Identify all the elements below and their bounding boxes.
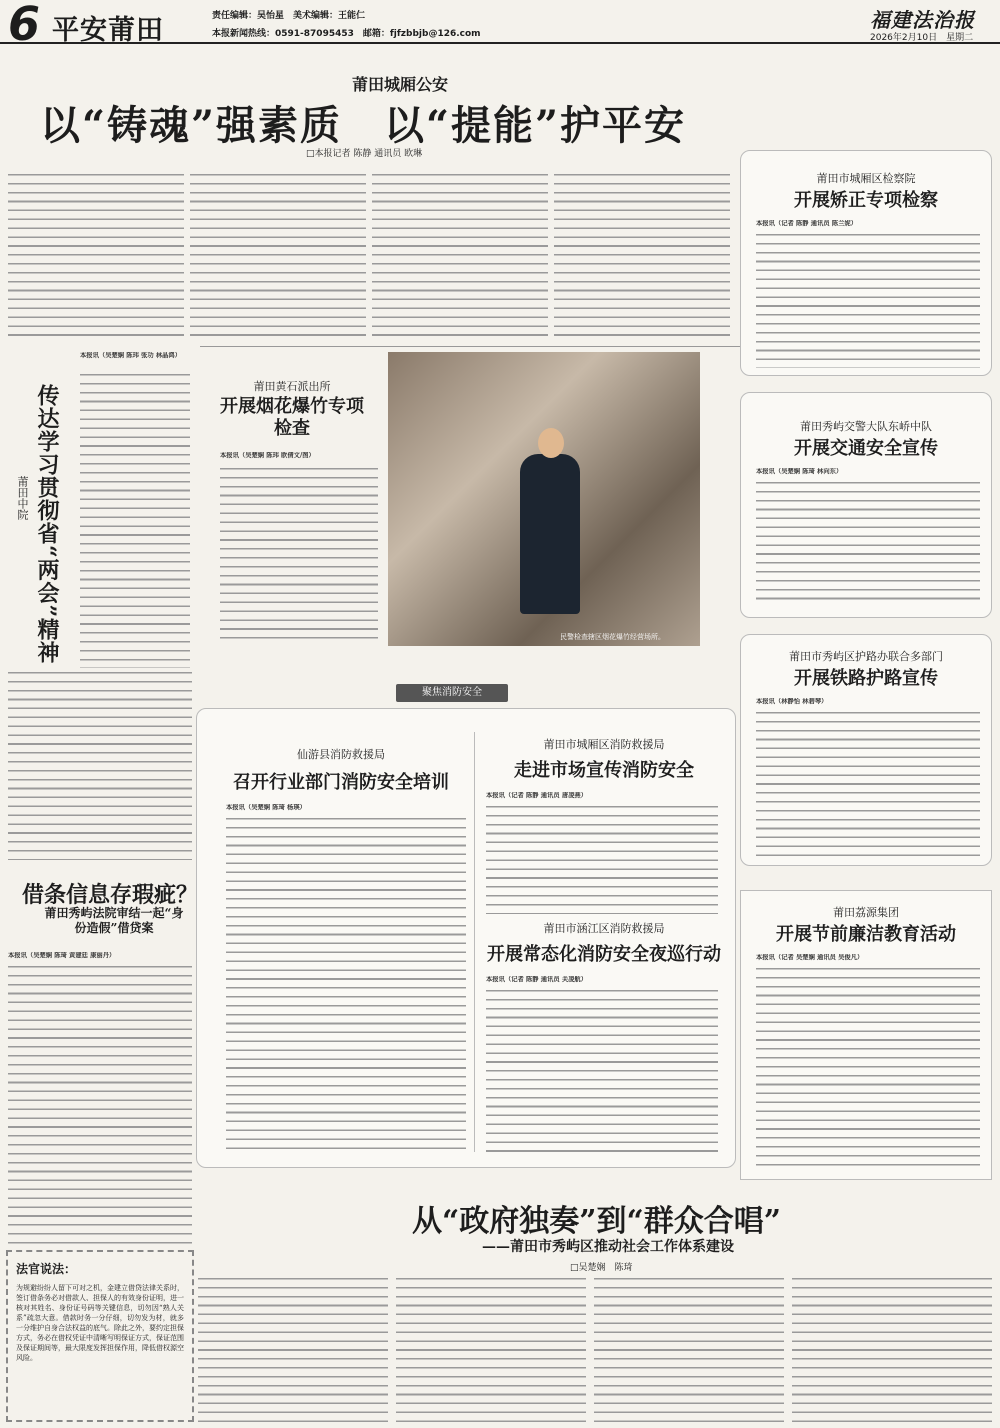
- railway-byline: 本报讯（林静怡 林碧琴）: [756, 698, 828, 705]
- lead-title: 以“铸魂”强素质 以“提能”护平安: [40, 102, 687, 149]
- fireworks-kicker: 莆田黄石派出所: [253, 380, 331, 393]
- traffic-title: 开展交通安全宣传: [794, 438, 938, 459]
- lizhou-title: 开展节前廉洁教育活动: [776, 924, 956, 945]
- judge-comment-box: [6, 1250, 194, 1422]
- bottom-body-col4: [792, 1276, 992, 1422]
- railway-title: 开展铁路护路宣传: [794, 668, 938, 689]
- court-subhead: 莆田中院: [16, 476, 29, 520]
- fire-left-body: [226, 816, 466, 1154]
- fire-right1-kicker: 莆田市城厢区消防救援局: [543, 738, 665, 751]
- fire-safety-band: 聚焦消防安全: [396, 684, 508, 702]
- judge-comment-heading: 法官说法：: [16, 1262, 77, 1276]
- court-byline: 本报讯（吴楚娴 陈玮 张功 林晶鸿）: [80, 352, 182, 359]
- fireworks-photo: [388, 352, 700, 646]
- fire-right2-kicker: 莆田市涵江区消防救援局: [543, 922, 665, 935]
- fire-left-kicker: 仙游县消防救援局: [297, 748, 385, 761]
- fire-right1-body: [486, 804, 718, 914]
- lead-byline: □本报记者 陈静 通讯员 欧琳: [306, 149, 423, 159]
- traffic-body: [756, 480, 980, 606]
- loan-title: 借条信息存瑕疵？: [22, 882, 199, 908]
- judge-comment-text: 为规避纷纷人留下可对之机，金建立借贷法律关系时，签订借条务必对借款人、担保人的有效身份证明，进一核对其姓名、身份证号码等关键信息，切勿因“熟人关系”疏忽大意。借款时务一分仔细，切勿发为材，就多一分维护自身合法权益的底气。除此之外，要约定担保方式，务必在借权凭证中清晰写明保证方式，保证范围及保证期间等，最大限度发挥担保作用，降低借权源空风险。: [16, 1284, 184, 1362]
- officer-figure: [520, 454, 580, 614]
- hotline-line: 本报新闻热线：0591-87095453 邮箱：fjfzbbjb@126.com: [212, 29, 481, 39]
- fire-left-byline: 本报讯（吴楚娴 陈琦 杨瑛）: [226, 804, 306, 811]
- lead-body-col2: [190, 172, 366, 340]
- court-title: 传达学习贯彻省“两会”精神: [34, 384, 60, 665]
- section-title: 平安莆田: [52, 15, 164, 46]
- loan-body: [8, 964, 192, 1244]
- railway-body: [756, 710, 980, 860]
- procuratorate-kicker: 莆田市城厢区检察院: [816, 172, 916, 185]
- lizhou-kicker: 莆田荔源集团: [833, 906, 899, 919]
- procuratorate-byline: 本报讯（记者 陈静 通讯员 陈兰妮）: [756, 220, 858, 227]
- lizhou-body: [756, 966, 980, 1172]
- loan-byline: 本报讯（吴楚娴 陈琦 黄建廷 康丽丹）: [8, 952, 116, 959]
- bottom-subtitle: ——莆田市秀屿区推动社会工作体系建设: [482, 1239, 734, 1255]
- page-number: 6: [8, 0, 41, 51]
- fireworks-byline: 本报讯（吴楚娴 陈玮 欧倩文/图）: [220, 452, 315, 459]
- bottom-body-col3: [594, 1276, 784, 1422]
- masthead-logo: 福建法治报: [870, 8, 975, 32]
- fire-right2-title: 开展常态化消防安全夜巡行动: [487, 944, 721, 965]
- traffic-byline: 本报讯（吴楚娴 陈琦 林向东）: [756, 468, 843, 475]
- bottom-body-col2: [396, 1276, 586, 1422]
- lead-body-col4: [554, 172, 730, 340]
- traffic-kicker: 莆田秀屿交警大队东峤中队: [800, 420, 932, 433]
- bottom-body-col1: [198, 1276, 388, 1422]
- officer-head: [538, 428, 564, 458]
- fire-left-title: 召开行业部门消防安全培训: [233, 772, 449, 793]
- loan-subtitle: 莆田秀屿法院审结一起“身份造假”借贷案: [44, 906, 184, 935]
- lead-body-col3: [372, 172, 548, 340]
- railway-kicker: 莆田市秀屿区护路办联合多部门: [789, 650, 943, 663]
- bottom-title: 从“政府独奏”到“群众合唱”: [412, 1204, 782, 1239]
- fire-right1-title: 走进市场宣传消防安全: [514, 760, 694, 781]
- fireworks-caption: 民警检查辖区烟花爆竹经营场所。: [560, 633, 665, 641]
- fire-right2-body: [486, 988, 718, 1154]
- lead-kicker: 莆田城厢公安: [351, 75, 448, 94]
- fireworks-body: [220, 466, 378, 646]
- fire-right1-byline: 本报讯（记者 陈静 通讯员 唐凌燕）: [486, 792, 588, 799]
- procuratorate-title: 开展矫正专项检察: [794, 190, 938, 211]
- court-body: [80, 372, 190, 668]
- issue-date: 2026年2月10日 星期二: [870, 33, 974, 43]
- fireworks-title: 开展烟花爆竹专项检查: [220, 396, 364, 439]
- editors-line: 责任编辑：吴怡星 美术编辑：王能仁: [212, 11, 366, 21]
- procuratorate-body: [756, 232, 980, 368]
- lead-body-col1: [8, 172, 184, 340]
- fire-right2-byline: 本报讯（记者 陈静 通讯员 关凌航）: [486, 976, 588, 983]
- court-body-cont: [8, 670, 192, 860]
- bottom-byline: □吴楚娴 陈琦: [570, 1263, 633, 1273]
- lizhou-byline: 本报讯（记者 吴楚娴 通讯员 吴俊凡）: [756, 954, 864, 961]
